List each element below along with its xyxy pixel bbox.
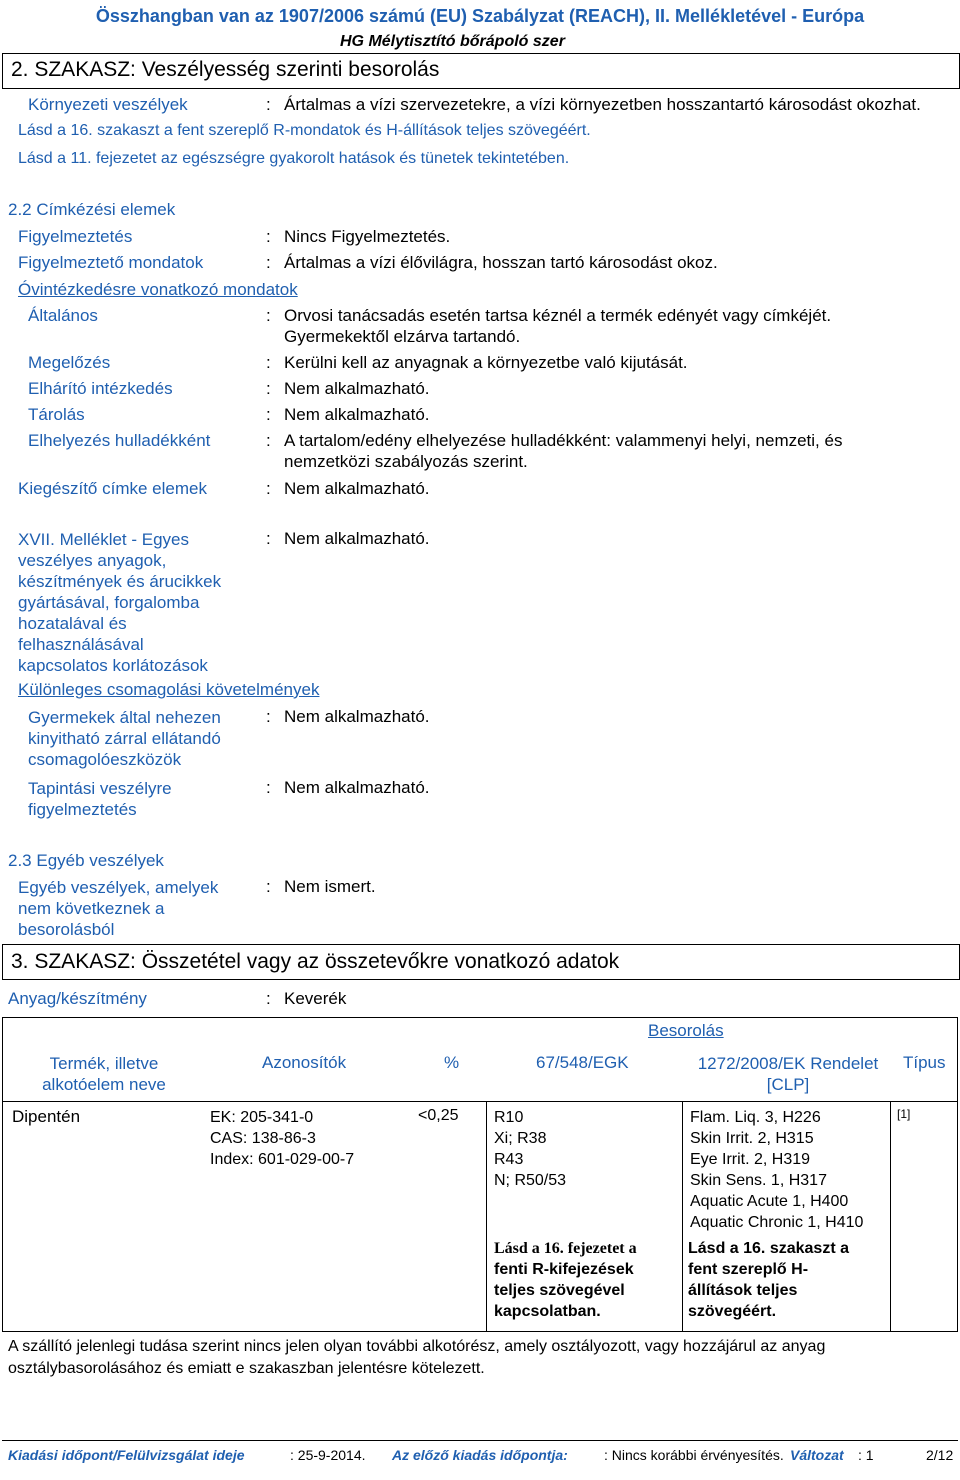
col-header-clp: [688, 1053, 888, 1095]
colon: :: [266, 778, 271, 797]
supplemental-value: Nem alkalmazható.: [284, 479, 430, 498]
colon: :: [266, 227, 271, 246]
clp-line: Aquatic Chronic 1, H410: [690, 1214, 864, 1231]
footer-issue-value: : 25-9-2014.: [290, 1447, 366, 1463]
annex-xvii-label: [18, 529, 221, 676]
eec-note-line: teljes szövegével: [494, 1282, 625, 1299]
identifier-line: CAS: 138-86-3: [210, 1130, 316, 1147]
tactile-warning-label: [28, 778, 172, 820]
clp-note-line: fent szereplő H-: [688, 1261, 809, 1278]
substance-mixture-label: Anyag/készítmény: [8, 989, 147, 1008]
component-name: Dipentén: [12, 1107, 81, 1126]
identifier-line: Index: 601-029-00-7: [210, 1151, 355, 1168]
col-header-identifiers: Azonosítók: [262, 1053, 347, 1072]
colon: :: [266, 431, 271, 450]
supplemental-label: Kiegészítő címke elemek: [18, 479, 207, 498]
component-type: [1]: [897, 1107, 911, 1121]
component-identifiers: [210, 1107, 354, 1170]
clp-note: [688, 1238, 849, 1322]
response-value: Nem alkalmazható.: [284, 379, 430, 398]
table-border-top: [2, 1017, 958, 1018]
annex-xvii-label-line: készítmények és árucikkek: [18, 572, 222, 591]
eec-note-line: fenti R-kifejezések: [494, 1261, 634, 1278]
general-value-line1: Orvosi tanácsadás esetén tartsa kéznél a termék edényét vagy címkéjét.: [284, 306, 832, 325]
table-border-left: [2, 1017, 3, 1332]
child-closure-label-line: csomagolóeszközök: [28, 750, 182, 769]
footer-version-value: : 1: [858, 1447, 874, 1463]
hazard-statements-value: Ártalmas a vízi élővilágra, hosszan tartó károsodást okoz.: [284, 253, 718, 272]
storage-label: Tárolás: [28, 405, 85, 424]
eec-line: R43: [494, 1151, 524, 1168]
eec-note: [494, 1238, 637, 1322]
supplier-note-line2: osztálybasorolásához és emiatt e szakaszban jelentésre kötelezett.: [8, 1360, 485, 1377]
annex-xvii-value: Nem alkalmazható.: [284, 529, 430, 548]
colon: :: [266, 353, 271, 372]
child-closure-value: Nem alkalmazható.: [284, 707, 430, 726]
colon: :: [266, 405, 271, 424]
disposal-value-line1: A tartalom/edény elhelyezése hulladékként: valammenyi helyi, nemzeti, és: [284, 431, 843, 450]
eec-note-line: kapcsolatban.: [494, 1303, 601, 1320]
col-header-eec: 67/548/EGK: [536, 1053, 629, 1072]
clp-line: Eye Irrit. 2, H319: [690, 1151, 811, 1168]
signal-word-label: Figyelmeztetés: [18, 227, 133, 246]
tactile-warning-value: Nem alkalmazható.: [284, 778, 430, 797]
note-section-11: Lásd a 11. fejezetet az egészségre gyakorolt hatások és tünetek tekintetében.: [18, 150, 570, 167]
general-label: Általános: [28, 306, 98, 325]
table-col-separator: [682, 1101, 683, 1331]
annex-xvii-label-line: hozatalával és: [18, 614, 127, 633]
colon: :: [266, 529, 271, 548]
other-hazards-label-line: nem következnek a: [18, 899, 165, 918]
eec-line: R10: [494, 1109, 524, 1126]
packaging-requirements-title: Különleges csomagolási követelmények: [18, 680, 320, 699]
clp-note-line: szövegéért.: [688, 1303, 777, 1320]
colon: :: [266, 306, 271, 325]
eec-note-line: Lásd a 16. fejezetet a: [494, 1240, 637, 1257]
other-hazards-label-line: Egyéb veszélyek, amelyek: [18, 878, 219, 897]
child-closure-label-line: Gyermekek által nehezen: [28, 708, 221, 727]
colon: :: [266, 877, 271, 896]
annex-xvii-label-line: kapcsolatos korlátozások: [18, 656, 208, 675]
signal-word-value: Nincs Figyelmeztetés.: [284, 227, 451, 246]
tactile-warning-label-line: figyelmeztetés: [28, 800, 137, 819]
col-header-name: [8, 1053, 200, 1095]
annex-xvii-label-line: gyártásával, forgalomba: [18, 593, 200, 612]
clp-line: Skin Sens. 1, H317: [690, 1172, 827, 1189]
document-regulation-header: Összhangban van az 1907/2006 számú (EU) Szabályzat (REACH), II. Mellékletével - Európa: [95, 6, 865, 26]
component-eec-classification: [494, 1107, 566, 1191]
footer-version-label: Változat: [790, 1447, 844, 1463]
table-header-separator: [2, 1101, 958, 1102]
component-clp-classification: [690, 1107, 863, 1233]
classification-header: Besorolás: [648, 1021, 724, 1040]
response-label: Elhárító intézkedés: [28, 379, 173, 398]
identifier-line: EK: 205-341-0: [210, 1109, 314, 1126]
table-border-bottom: [2, 1331, 958, 1332]
component-percent: <0,25: [418, 1107, 459, 1124]
annex-xvii-label-line: veszélyes anyagok,: [18, 551, 167, 570]
other-hazards-title: 2.3 Egyéb veszélyek: [8, 851, 164, 870]
table-col-separator: [890, 1101, 891, 1331]
precautionary-statements-title: Óvintézkedésre vonatkozó mondatok: [18, 280, 298, 299]
general-value-line2: Gyermekektől elzárva tartandó.: [284, 327, 521, 346]
env-hazards-label: Környezeti veszélyek: [28, 95, 188, 114]
colon: :: [266, 95, 271, 114]
other-hazards-label: [18, 877, 218, 940]
footer-rule: [2, 1440, 958, 1441]
supplier-note-line1: A szállító jelenlegi tudása szerint nincs jelen olyan további alkotórész, amely osztályozott, vagy hozzájárul az anyag: [8, 1338, 826, 1355]
other-hazards-value: Nem ismert.: [284, 877, 376, 896]
clp-note-line: Lásd a 16. szakaszt a: [688, 1240, 849, 1257]
section-3-title-box: [2, 944, 960, 980]
eec-line: Xi; R38: [494, 1130, 547, 1147]
clp-line: Aquatic Acute 1, H400: [690, 1193, 849, 1210]
disposal-value-line2: nemzetközi szabályozás szerint.: [284, 452, 528, 471]
env-hazards-value: Ártalmas a vízi szervezetekre, a vízi környezetben hosszantartó károsodást okozhat.: [284, 95, 921, 114]
colon: :: [266, 379, 271, 398]
disposal-label: Elhelyezés hulladékként: [28, 431, 211, 450]
table-border-right: [957, 1017, 958, 1332]
col-header-type: Típus: [903, 1053, 946, 1072]
eec-line: N; R50/53: [494, 1172, 567, 1189]
tactile-warning-label-line: Tapintási veszélyre: [28, 779, 172, 798]
note-section-16: Lásd a 16. szakaszt a fent szereplő R-mondatok és H-állítások teljes szövegéért.: [18, 122, 591, 139]
product-name-header: HG Mélytisztító bőrápoló szer: [340, 33, 565, 50]
child-closure-label-line: kinyitható zárral ellátandó: [28, 729, 221, 748]
clp-line: Flam. Liq. 3, H226: [690, 1109, 821, 1126]
col-header-clp-line: 1272/2008/EK Rendelet: [697, 1054, 879, 1073]
clp-line: Skin Irrit. 2, H315: [690, 1130, 814, 1147]
colon: :: [266, 989, 271, 1008]
other-hazards-label-line: besorolásból: [18, 920, 115, 939]
footer-issue-label: Kiadási időpont/Felülvizsgálat ideje: [8, 1447, 245, 1463]
section-2-title-box: [2, 53, 960, 89]
annex-xvii-label-line: XVII. Melléklet - Egyes: [18, 530, 190, 549]
colon: :: [266, 479, 271, 498]
substance-mixture-value: Keverék: [284, 989, 347, 1008]
col-header-name-line: alkotóelem neve: [42, 1075, 166, 1094]
footer-page-number: 2/12: [926, 1447, 954, 1463]
section-2-title: 2. SZAKASZ: Veszélyesség szerinti besorolás: [11, 58, 440, 81]
col-header-clp-line: [CLP]: [766, 1075, 810, 1094]
prevention-label: Megelőzés: [28, 353, 111, 372]
prevention-value: Kerülni kell az anyagnak a környezetbe való kijutását.: [284, 353, 688, 372]
footer-previous-label: Az előző kiadás időpontja:: [392, 1447, 568, 1463]
table-col-separator: [486, 1101, 487, 1331]
colon: :: [266, 707, 271, 726]
hazard-statements-label: Figyelmeztető mondatok: [18, 253, 204, 272]
col-header-percent: %: [444, 1053, 460, 1072]
clp-note-line: állítások teljes: [688, 1282, 798, 1299]
annex-xvii-label-line: felhasználásával: [18, 635, 144, 654]
child-closure-label: [28, 707, 221, 770]
footer-previous-value: : Nincs korábbi érvényesítés.: [604, 1447, 784, 1463]
storage-value: Nem alkalmazható.: [284, 405, 430, 424]
col-header-name-line: Termék, illetve: [49, 1054, 159, 1073]
label-elements-title: 2.2 Címkézési elemek: [8, 200, 176, 219]
colon: :: [266, 253, 271, 272]
section-3-title: 3. SZAKASZ: Összetétel vagy az összetevőkre vonatkozó adatok: [11, 950, 620, 973]
